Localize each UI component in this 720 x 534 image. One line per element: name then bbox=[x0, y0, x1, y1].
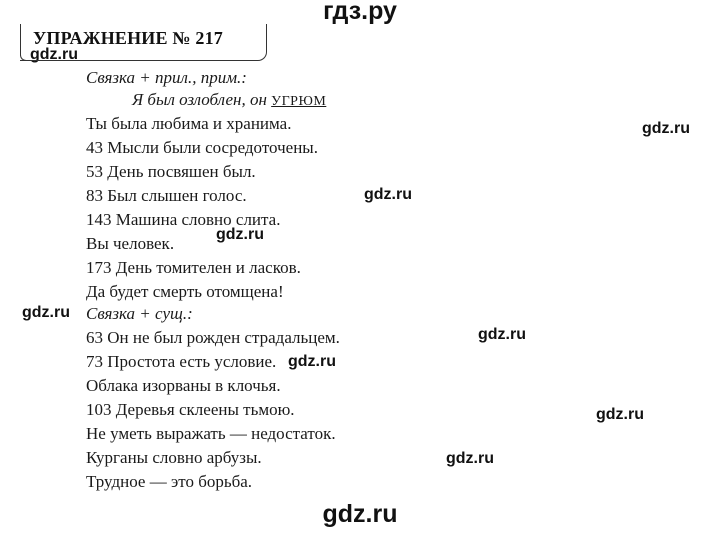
watermark-small: gdz.ru bbox=[30, 46, 78, 63]
answer-line: 173 День томителен и ласков. bbox=[86, 258, 301, 277]
answer-line: Трудное — это борьба. bbox=[86, 472, 253, 491]
watermark-small: gdz.ru bbox=[22, 304, 70, 321]
example-underlined-word: УГРЮМ bbox=[271, 94, 327, 109]
example-prefix: Я был озлоблен, он bbox=[132, 90, 272, 109]
answer-line: Не уметь выражать — недостаток. bbox=[86, 424, 336, 443]
answer-line: 63 Он не был рожден страдальцем. bbox=[86, 328, 340, 347]
answer-line: 73 Простота есть условие. bbox=[86, 352, 277, 371]
answer-line: Курганы словно арбузы. bbox=[86, 448, 262, 467]
answer-line: Вы человек. bbox=[86, 234, 175, 253]
watermark-top: гдз.ру bbox=[323, 0, 397, 25]
example-sentence bbox=[132, 90, 326, 112]
section-heading-noun: Связка + сущ.: bbox=[86, 304, 193, 323]
watermark-small: gdz.ru bbox=[216, 226, 264, 243]
watermark-bottom: gdz.ru bbox=[322, 500, 398, 528]
answer-line: Ты была любима и хранима. bbox=[86, 114, 292, 133]
answer-line: 103 Деревья склеены тьмою. bbox=[86, 400, 295, 419]
exercise-title: УПРАЖНЕНИЕ № 217 bbox=[33, 28, 224, 48]
section-heading-adjective: Связка + прил., прим.: bbox=[86, 68, 247, 87]
watermark-small: gdz.ru bbox=[364, 186, 412, 203]
watermark-small: gdz.ru bbox=[596, 406, 644, 423]
watermark-small: gdz.ru bbox=[446, 450, 494, 467]
watermark-small: gdz.ru bbox=[478, 326, 526, 343]
answer-line: 143 Машина словно слита. bbox=[86, 210, 281, 229]
watermark-small: gdz.ru bbox=[642, 120, 690, 137]
header-frame-left bbox=[20, 24, 31, 61]
answer-line: 83 Был слышен голос. bbox=[86, 186, 247, 205]
answer-line: Да будет смерть отомщена! bbox=[86, 282, 284, 301]
answer-line: 43 Мысли были сосредоточены. bbox=[86, 138, 318, 157]
answer-line: Облака изорваны в клочья. bbox=[86, 376, 281, 395]
watermark-small: gdz.ru bbox=[288, 353, 336, 370]
answer-line: 53 День посвяшен был. bbox=[86, 162, 256, 181]
